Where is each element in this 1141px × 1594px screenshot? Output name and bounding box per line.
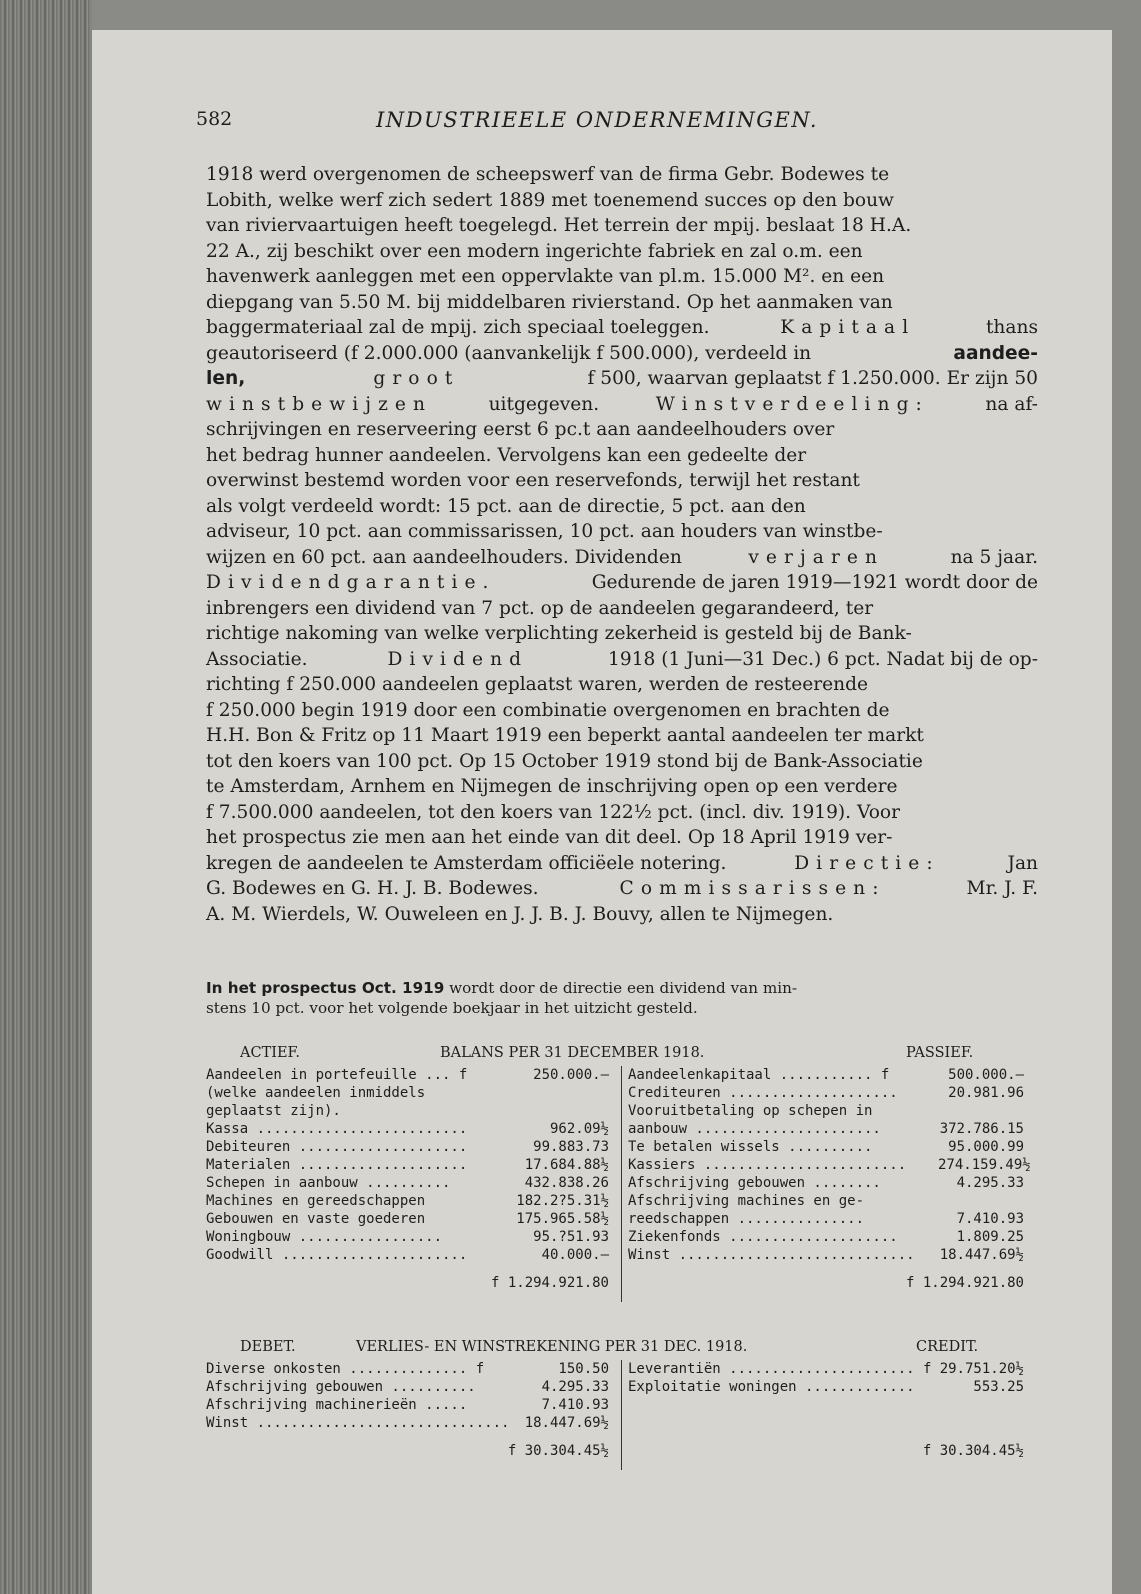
table-row bbox=[206, 1378, 621, 1396]
row-label: Schepen in aanbouw .......... bbox=[206, 1175, 451, 1191]
text-line bbox=[206, 876, 1038, 902]
text-segment: f 500, waarvan geplaatst f 1.250.000. Er zijn 50 bbox=[587, 368, 1038, 389]
passief-column bbox=[621, 1066, 1036, 1302]
running-head bbox=[196, 108, 1036, 138]
row-label: Afschrijving machinerieën ..... bbox=[206, 1397, 468, 1413]
row-label: Afschrijving machines en ge- bbox=[628, 1193, 865, 1209]
text-line bbox=[206, 647, 1038, 673]
row-amount: 29.751.20½ bbox=[939, 1361, 1024, 1377]
row-label: reedschappen ............... bbox=[628, 1211, 865, 1227]
spaced-term-groot: groot bbox=[373, 368, 460, 389]
row-label: Leverantiën ...................... f bbox=[628, 1361, 932, 1377]
table-row bbox=[628, 1084, 1036, 1102]
table-row bbox=[206, 1120, 621, 1138]
row-amount: 372.786.15 bbox=[939, 1121, 1024, 1137]
row-amount: 175.965.58½ bbox=[516, 1211, 609, 1227]
text-line: 1918 werd overgenomen de scheepswerf van de firma Gebr. Bodewes te bbox=[206, 164, 890, 185]
profit-loss-title: VERLIES- EN WINSTREKENING PER 31 DEC. 1918. bbox=[356, 1339, 748, 1355]
row-label: geplaatst zijn). bbox=[206, 1103, 341, 1119]
text-line: H.H. Bon & Fritz op 11 Maart 1919 een beperkt aantal aandeelen ter markt bbox=[206, 725, 924, 746]
page-number: 582 bbox=[196, 108, 233, 130]
row-label: Te betalen wissels .......... bbox=[628, 1139, 873, 1155]
row-amount bbox=[516, 1102, 621, 1120]
passief-header: PASSIEF. bbox=[906, 1045, 974, 1061]
row-label: Winst .............................. bbox=[206, 1415, 510, 1431]
row-label: Woningbouw ................. bbox=[206, 1229, 443, 1245]
table-row bbox=[206, 1084, 621, 1102]
table-row bbox=[206, 1246, 621, 1264]
table-row bbox=[206, 1192, 621, 1210]
text-line: diepgang van 5.50 M. bij middelbaren rivierstand. Op het aanmaken van bbox=[206, 291, 893, 313]
bold-term-aandeelen-cont: len, bbox=[206, 368, 246, 389]
note-line bbox=[206, 978, 1038, 998]
row-amount: 962.09½ bbox=[549, 1121, 609, 1137]
row-label: (welke aandeelen inmiddels bbox=[206, 1085, 426, 1101]
row-amount: 4.295.33 bbox=[541, 1379, 609, 1395]
credit-rows bbox=[628, 1360, 1036, 1432]
row-amount bbox=[938, 1192, 1036, 1210]
balance-sheet-columns bbox=[206, 1066, 1036, 1302]
row-label: Materialen .................... bbox=[206, 1157, 468, 1173]
prospectus-note bbox=[206, 978, 1038, 1018]
table-row bbox=[206, 1102, 621, 1120]
text-segment: Jan bbox=[1007, 852, 1038, 874]
debet-total: f 30.304.45½ bbox=[507, 1443, 609, 1459]
row-amount: 553.25 bbox=[973, 1379, 1024, 1395]
table-row bbox=[628, 1138, 1036, 1156]
row-label: Aandeelen in portefeuille ... f bbox=[206, 1067, 468, 1083]
text-line: f 250.000 begin 1919 door een combinatie overgenomen en brachten de bbox=[206, 699, 890, 721]
text-line: tot den koers van 100 pct. Op 15 October 1919 stond bij de Bank-Associatie bbox=[206, 750, 923, 772]
table-row bbox=[628, 1192, 1036, 1210]
text-line: het prospectus zie men aan het einde van dit deel. Op 18 April 1919 ver- bbox=[206, 827, 893, 848]
text-segment: 1918 (1 Juni—31 Dec.) 6 pct. Nadat bij de op- bbox=[608, 648, 1038, 670]
text-segment: na 5 jaar. bbox=[950, 546, 1038, 568]
row-amount: 17.684.88½ bbox=[524, 1157, 609, 1173]
balance-sheet-title: BALANS PER 31 DECEMBER 1918. bbox=[440, 1045, 705, 1061]
row-label: Debiteuren .................... bbox=[206, 1139, 468, 1155]
text-line bbox=[206, 570, 1038, 596]
text-line: f 7.500.000 aandeelen, tot den koers van 122½ pct. (incl. div. 1919). Voor bbox=[206, 801, 901, 823]
row-amount: 18.447.69½ bbox=[939, 1247, 1024, 1263]
spaced-term-dividend: Dividend bbox=[387, 648, 529, 670]
table-row bbox=[628, 1378, 1036, 1396]
row-amount: 95.000.99 bbox=[948, 1139, 1024, 1155]
passief-total: f 1.294.921.80 bbox=[905, 1275, 1024, 1291]
note-bold-lead: In het prospectus Oct. 1919 bbox=[206, 979, 445, 997]
page-title: INDUSTRIEELE ONDERNEMINGEN. bbox=[376, 108, 819, 132]
row-amount: 250.000.— bbox=[533, 1067, 609, 1083]
row-amount: 18.447.69½ bbox=[524, 1415, 609, 1431]
text-segment: wijzen en 60 pct. aan aandeelhouders. Dividenden bbox=[206, 546, 682, 568]
text-line: het bedrag hunner aandeelen. Vervolgens kan een gedeelte der bbox=[206, 444, 807, 466]
row-amount bbox=[516, 1084, 621, 1102]
text-segment: Mr. J. F. bbox=[966, 878, 1038, 899]
body-text bbox=[206, 162, 1038, 927]
book-page-edges bbox=[0, 0, 92, 1594]
debet-column bbox=[206, 1360, 621, 1470]
table-row bbox=[206, 1066, 621, 1084]
credit-header: CREDIT. bbox=[916, 1339, 979, 1355]
table-row bbox=[206, 1174, 621, 1192]
text-line: havenwerk aanleggen met een oppervlakte van pl.m. 15.000 M². en een bbox=[206, 266, 885, 287]
text-segment: G. Bodewes en G. H. J. B. Bodewes. bbox=[206, 878, 539, 899]
row-label: Afschrijving gebouwen .......... bbox=[206, 1379, 476, 1395]
row-amount: 99.883.73 bbox=[533, 1139, 609, 1155]
table-row bbox=[206, 1210, 621, 1228]
table-row bbox=[628, 1120, 1036, 1138]
row-label: Diverse onkosten .............. f bbox=[206, 1361, 485, 1377]
text-segment: na af- bbox=[985, 393, 1038, 415]
row-amount: 150.50 bbox=[558, 1361, 609, 1377]
row-amount: 7.410.93 bbox=[541, 1397, 609, 1413]
table-row bbox=[628, 1102, 1036, 1120]
row-label: Goodwill ...................... bbox=[206, 1247, 468, 1263]
row-amount: 182.2?5.31½ bbox=[516, 1193, 609, 1209]
actief-header: ACTIEF. bbox=[240, 1045, 300, 1061]
row-label: Aandeelenkapitaal ........... f bbox=[628, 1067, 890, 1083]
text-line: Lobith, welke werf zich sedert 1889 met toenemend succes op den bouw bbox=[206, 189, 894, 211]
row-amount: 20.981.96 bbox=[948, 1085, 1024, 1101]
table-row bbox=[628, 1210, 1036, 1228]
spaced-term-commissarissen: Commissarissen: bbox=[619, 878, 886, 899]
table-row bbox=[206, 1138, 621, 1156]
row-label: Afschrijving gebouwen ........ bbox=[628, 1175, 881, 1191]
debet-header: DEBET. bbox=[240, 1339, 296, 1355]
balance-sheet bbox=[206, 1044, 1036, 1302]
row-amount: 432.838.26 bbox=[524, 1175, 609, 1191]
table-row bbox=[206, 1414, 621, 1432]
spaced-term-kapitaal: Kapitaal bbox=[780, 317, 916, 338]
row-label: Gebouwen en vaste goederen bbox=[206, 1211, 426, 1227]
row-amount bbox=[938, 1102, 1036, 1120]
table-row bbox=[628, 1174, 1036, 1192]
table-row bbox=[206, 1360, 621, 1378]
text-segment: Associatie. bbox=[206, 648, 308, 670]
balance-sheet-header bbox=[206, 1044, 1036, 1066]
text-line: van riviervaartuigen heeft toegelegd. Het terrein der mpij. beslaat 18 H.A. bbox=[206, 215, 912, 236]
row-label: Crediteuren .................... bbox=[628, 1085, 898, 1101]
row-amount: 40.000.— bbox=[541, 1247, 609, 1263]
row-label: Exploitatie woningen ............. bbox=[628, 1379, 915, 1395]
profit-loss-account bbox=[206, 1338, 1036, 1470]
text-line: adviseur, 10 pct. aan commissarissen, 10 pct. aan houders van winstbe- bbox=[206, 521, 883, 542]
row-label: Kassa ......................... bbox=[206, 1121, 468, 1137]
actief-column bbox=[206, 1066, 621, 1302]
row-amount: 500.000.— bbox=[948, 1067, 1024, 1083]
table-row bbox=[206, 1396, 621, 1414]
profit-loss-header bbox=[206, 1338, 1036, 1360]
text-line: te Amsterdam, Arnhem en Nijmegen de inschrijving open op een verdere bbox=[206, 776, 898, 797]
table-row bbox=[206, 1228, 621, 1246]
text-segment: uitgegeven. bbox=[488, 393, 600, 415]
row-label: Machines en gereedschappen bbox=[206, 1193, 426, 1209]
text-line: A. M. Wierdels, W. Ouweleen en J. J. B. J. Bouvy, allen te Nijmegen. bbox=[206, 903, 834, 925]
row-label: Kassiers ........................ bbox=[628, 1157, 907, 1173]
text-line bbox=[206, 315, 1038, 341]
text-segment: geautoriseerd (f 2.000.000 (aanvankelijk f 500.000), verdeeld in bbox=[206, 342, 812, 364]
note-text: wordt door de directie een dividend van min- bbox=[449, 979, 798, 997]
actief-rows bbox=[206, 1066, 621, 1264]
text-line bbox=[206, 392, 1038, 418]
row-label: Vooruitbetaling op schepen in bbox=[628, 1103, 873, 1119]
text-line bbox=[206, 341, 1038, 367]
note-line: stens 10 pct. voor het volgende boekjaar in het uitzicht gesteld. bbox=[206, 999, 698, 1017]
spaced-term-winstverdeeling: Winstverdeeling: bbox=[655, 393, 929, 415]
bold-term-aandeelen: aandee- bbox=[953, 342, 1038, 364]
row-label: Ziekenfonds .................... bbox=[628, 1229, 898, 1245]
text-line: richtige nakoming van welke verplichting zekerheid is gesteld bij de Bank- bbox=[206, 623, 912, 644]
text-segment: kregen de aandeelen te Amsterdam officiëele notering. bbox=[206, 852, 727, 874]
text-segment: thans bbox=[985, 317, 1038, 338]
actief-total: f 1.294.921.80 bbox=[490, 1275, 609, 1291]
text-line bbox=[206, 851, 1038, 877]
row-amount: 1.809.25 bbox=[956, 1229, 1024, 1245]
text-line: als volgt verdeeld wordt: 15 pct. aan de directie, 5 pct. aan den bbox=[206, 495, 806, 517]
text-line: inbrengers een dividend van 7 pct. op de aandeelen gegarandeerd, ter bbox=[206, 597, 874, 619]
spaced-term-dividendgarantie: Dividendgarantie. bbox=[206, 572, 496, 593]
table-row bbox=[628, 1246, 1036, 1264]
credit-total: f 30.304.45½ bbox=[922, 1443, 1024, 1459]
profit-loss-columns bbox=[206, 1360, 1036, 1470]
passief-rows bbox=[628, 1066, 1036, 1264]
table-row bbox=[206, 1156, 621, 1174]
text-line: schrijvingen en reserveering eerst 6 pc.t aan aandeelhouders over bbox=[206, 419, 835, 440]
spaced-term-verjaren: verjaren bbox=[748, 546, 885, 568]
row-label: Winst ............................ bbox=[628, 1247, 915, 1263]
row-amount: 274.159.49½ bbox=[938, 1157, 1031, 1173]
debet-rows bbox=[206, 1360, 621, 1432]
credit-column bbox=[621, 1360, 1036, 1470]
spaced-term-directie: Directie: bbox=[794, 852, 940, 874]
row-amount: 7.410.93 bbox=[956, 1211, 1024, 1227]
row-amount: 95.?51.93 bbox=[533, 1229, 609, 1245]
table-row bbox=[628, 1066, 1036, 1084]
table-row bbox=[628, 1156, 1036, 1174]
text-line bbox=[206, 545, 1038, 571]
table-row bbox=[628, 1360, 1036, 1378]
text-line: 22 A., zij beschikt over een modern ingerichte fabriek en zal o.m. een bbox=[206, 240, 863, 262]
row-label: aanbouw ...................... bbox=[628, 1121, 881, 1137]
text-line bbox=[206, 366, 1038, 392]
text-line: overwinst bestemd worden voor een reservefonds, terwijl het restant bbox=[206, 470, 860, 491]
text-line: richting f 250.000 aandeelen geplaatst waren, werden de resteerende bbox=[206, 674, 869, 695]
text-segment: baggermateriaal zal de mpij. zich speciaal toeleggen. bbox=[206, 317, 710, 338]
row-amount: 4.295.33 bbox=[956, 1175, 1024, 1191]
table-row bbox=[628, 1228, 1036, 1246]
spaced-term-winstbewijzen: winstbewijzen bbox=[206, 393, 433, 415]
text-segment: Gedurende de jaren 1919—1921 wordt door de bbox=[591, 572, 1038, 593]
